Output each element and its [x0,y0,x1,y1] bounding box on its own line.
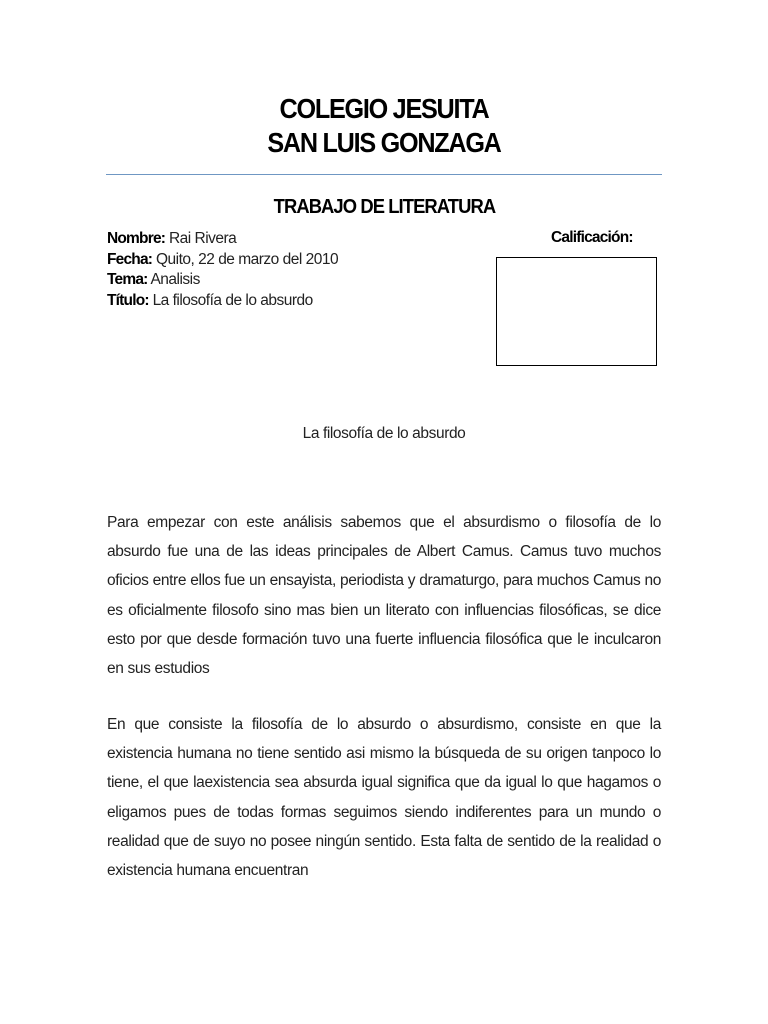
essay-title: La filosofía de lo absurdo [302,425,466,442]
header-divider [106,174,662,175]
grade-label: Calificación: [551,229,633,246]
grade-box [496,257,657,366]
school-name [0,92,768,160]
student-info [107,229,338,311]
essay-paragraph-1: Para empezar con este análisis sabemos que el absurdismo o filosofía de lo absurdo fue una de las ideas principales de Albert Camus. Camus tuvo muchos oficios entre ellos fue un ensayista, periodista y dramaturgo, para muchos Camus no es oficialmente filosofo sino mas bien un literato con influencias filosóficas, se dice esto por que desde formación tuvo una fuerte influencia filosófica que le inculcaron en sus estudios [107,514,661,678]
info-key-topic: Tema: [107,271,148,288]
info-row-title [107,291,338,312]
info-key-title: Título: [107,291,149,309]
info-row-topic [107,270,338,291]
info-value-title: La filosofía de lo absurdo [152,291,313,309]
essay-paragraph-2: En que consiste la filosofía de lo absurdo o absurdismo, consiste en que la existencia humana no tiene sentido asi mismo la búsqueda de su origen tanpoco lo tiene, el que laexistencia sea absurda igual significa que da igual lo que hagamos o eligamos pues de todas formas seguimos siendo indiferentes para un mundo o realidad que de suyo no posee ningún sentido. Esta falta de sentido de la realidad o existencia humana encuentran [107,716,661,880]
assignment-title-text: TRABAJO DE LITERATURA [273,196,495,218]
info-value-name: Rai Rivera [168,230,237,247]
info-value-topic: Analisis [150,271,200,288]
info-row-date [107,250,338,271]
school-name-line-1: COLEGIO JESUITA [279,93,489,124]
assignment-title [0,196,768,219]
info-key-name: Nombre: [107,230,166,247]
school-name-line-2: SAN LUIS GONZAGA [267,127,501,158]
info-row-name [107,229,338,250]
info-value-date: Quito, 22 de marzo del 2010 [155,250,339,268]
info-key-date: Fecha: [107,250,153,268]
